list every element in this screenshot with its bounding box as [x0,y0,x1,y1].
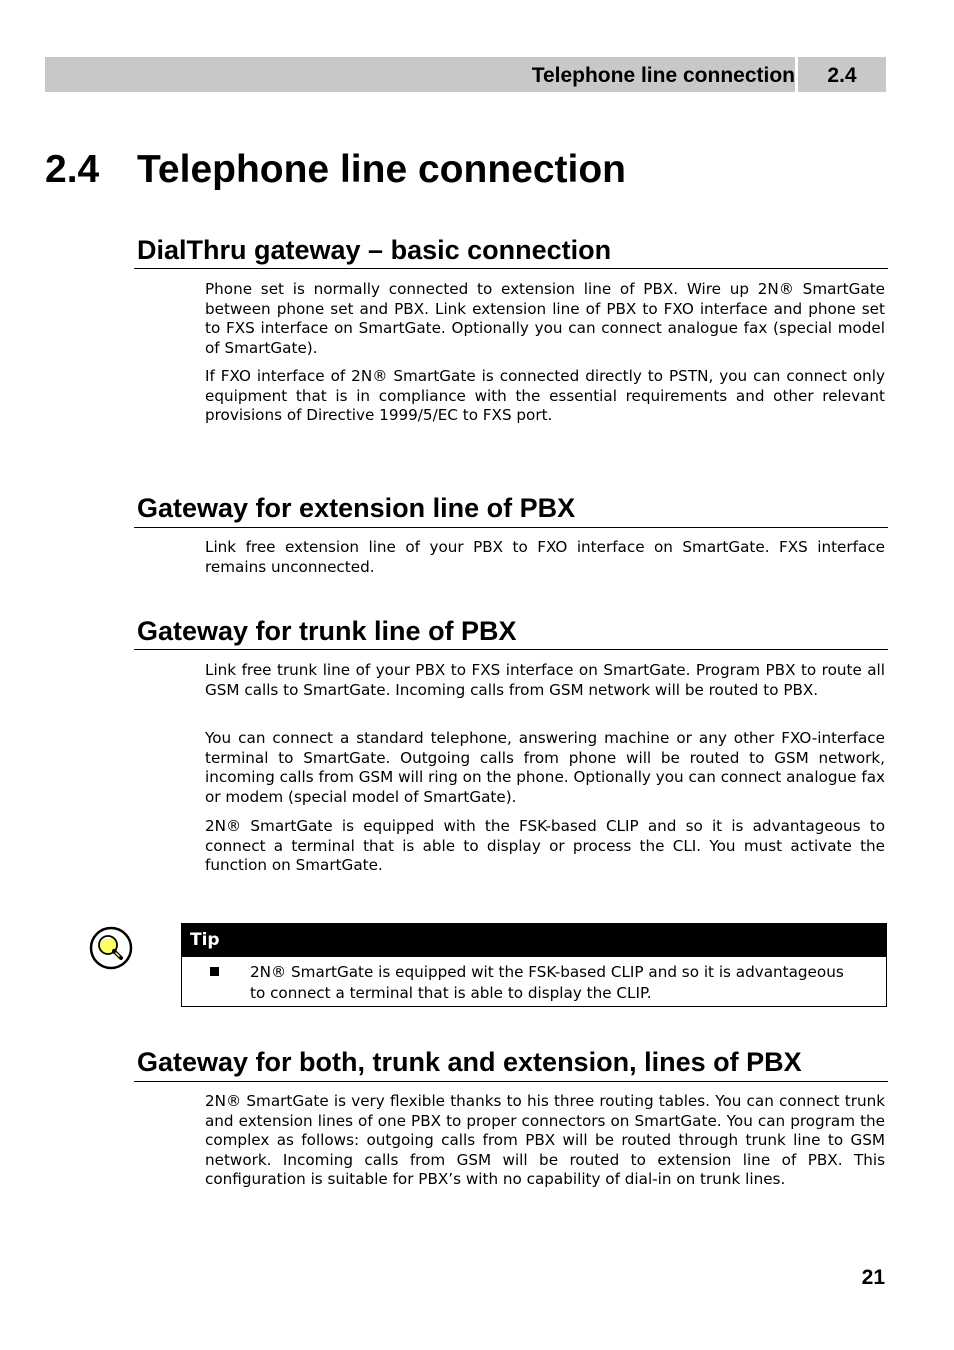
chapter-number: 2.4 [45,148,100,191]
section-heading-extension-line: Gateway for extension line of PBX [137,493,576,523]
tip-box [181,923,887,1007]
paragraph: 2N® SmartGate is very flexible thanks to his three routing tables. You can connect trunk and extension lines of one PBX to proper connectors on SmartGate. You can program the complex as follows: outgoing calls from PBX will be routed through trunk line to GSM network. Incoming calls from GSM will be routed to extension line of PBX. This configuration is suitable for PBX’s with no capability of dial-in on trunk lines. [205,1092,885,1189]
paragraph: Phone set is normally connected to extension line of PBX. Wire up 2N® SmartGate between phone set and PBX. Link extension line of PBX to FXO interface and phone set to FXS interface on SmartGate. Optionally you can connect analogue fax (special model of SmartGate). [205,280,885,357]
section-rule [134,649,888,650]
header-section-number: 2.4 [827,64,857,87]
section-rule [134,268,888,269]
header-title: Telephone line connection [531,64,795,87]
section-rule [134,1081,888,1082]
section-heading-dialthru: DialThru gateway – basic connection [137,235,612,265]
section-heading-trunk-line: Gateway for trunk line of PBX [137,616,517,646]
bullet-square [210,967,219,976]
paragraph: You can connect a standard telephone, answering machine or any other FXO-interface terminal to SmartGate. Outgoing calls from phone will be routed to GSM network, incoming calls from GSM will ring on the phone. Optionally you can connect analogue fax or modem (special model of SmartGate). [205,729,885,806]
page-number: 21 [861,1266,885,1289]
chapter-title-text: Telephone line connection [137,148,626,191]
tip-text: 2N® SmartGate is equipped wit the FSK-based CLIP and so it is advantageous to connect a terminal that is able to display the CLIP. [250,963,844,1002]
tip-label: Tip [182,924,886,957]
paragraph: If FXO interface of 2N® SmartGate is connected directly to PSTN, you can connect only equipment that is in compliance with the essential requirements and other relevant provisions of Directive 1999/5/EC to FXS port. [205,367,885,425]
running-header [45,57,886,92]
lightbulb-icon [88,925,134,971]
chapter-title [45,148,626,192]
paragraph: Link free extension line of your PBX to FXO interface on SmartGate. FXS interface remains unconnected. [205,538,885,576]
paragraph: 2N® SmartGate is equipped with the FSK-based CLIP and so it is advantageous to connect a terminal that is able to display or process the CLI. You must activate the function on SmartGate. [205,817,885,875]
section-heading-both-lines: Gateway for both, trunk and extension, lines of PBX [137,1047,802,1077]
section-rule [134,527,888,528]
paragraph: Link free trunk line of your PBX to FXS interface on SmartGate. Program PBX to route all GSM calls to SmartGate. Incoming calls from GSM network will be routed to PBX. [205,661,885,699]
